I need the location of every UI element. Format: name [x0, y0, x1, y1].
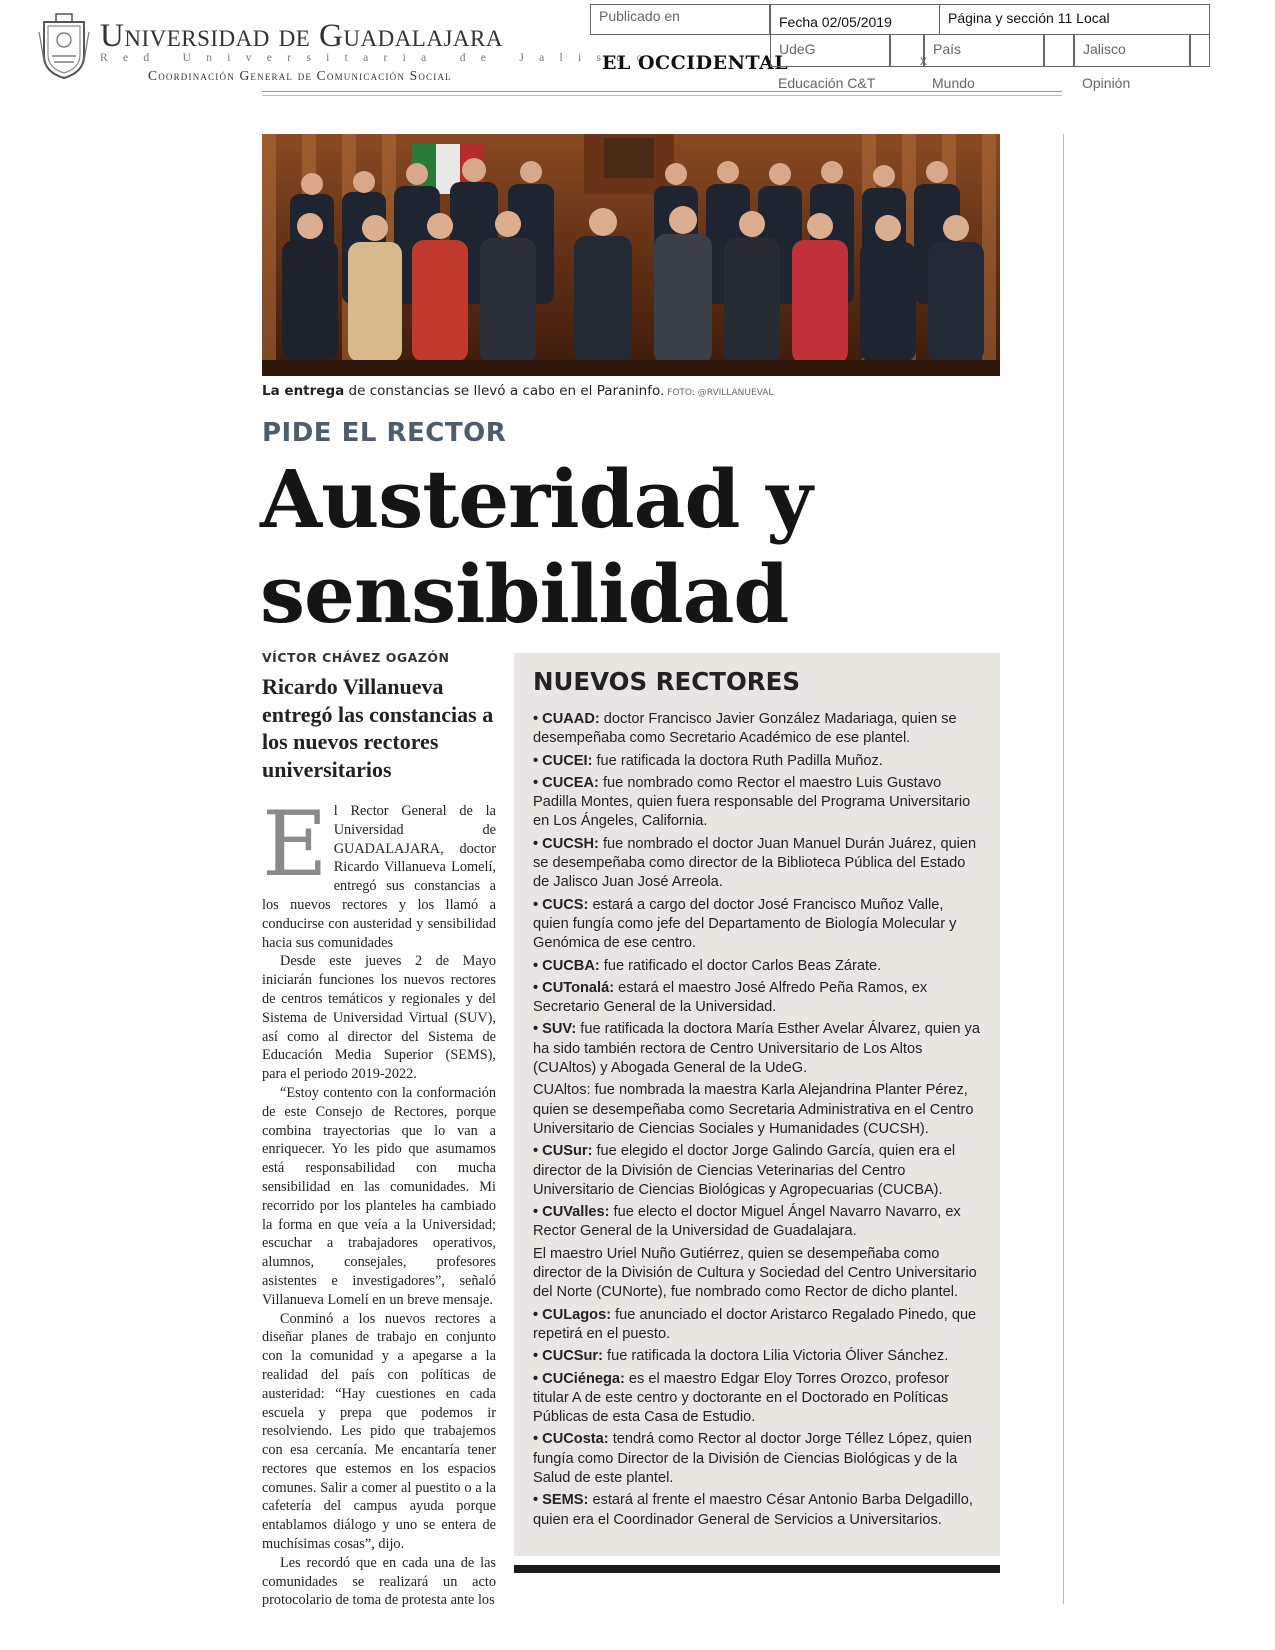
rector-center: • CUCEA: [533, 774, 599, 791]
newspaper-name: EL OCCIDENTAL [602, 52, 789, 74]
list-item [533, 774, 980, 832]
rector-text: fue anunciado el doctor Aristarco Regalado Pinedo, que repetirá en el puesto. [533, 1306, 977, 1342]
section-jalisco: Jalisco [1074, 35, 1190, 67]
rector-text: El maestro Uriel Nuño Gutiérrez, quien se desempeñaba como director de la División de Cultura y Sociedad del Centro Universitario del Norte (CUNorte), fue nombrado como Rector de dicho plantel. [533, 1245, 977, 1301]
group-photo [262, 134, 1000, 376]
rector-text: fue elegido el doctor Jorge Galindo García, quien era el director de la División de Ciencias Veterinarias del Centro Universitario de Ciencias Biológicas y Agropecuarias (CUCBA). [533, 1143, 956, 1198]
coordination-name: Coordinación General de Comunicación Social [148, 68, 452, 83]
article-kicker: PIDE EL RECTOR [262, 418, 507, 448]
rector-text: fue electo el doctor Miguel Ángel Navarro Navarro, ex Rector General de la Universidad de Guadalajara. [533, 1204, 961, 1240]
published-in-label: Publicado en [590, 4, 770, 35]
university-network: Red Universitaria de Jalisco [100, 52, 658, 64]
section-x-mark: x [920, 52, 927, 68]
rector-text: estará a cargo del doctor José Francisco Muñoz Valle, quien fungía como jefe del Departamento de Biología Molecular y Genómica de ese centro. [533, 896, 957, 952]
rector-center: • CULagos: [533, 1306, 612, 1323]
section-grid [770, 35, 1210, 67]
list-item [533, 1430, 980, 1488]
rector-text: CUAltos: fue nombrada la maestra Karla Alejandrina Planter Pérez, quien se desempeñaba como Secretaria Administrativa en el Centro Universitario de Ciencias Sociales y Humanidades (CUCSH). [533, 1082, 974, 1137]
photo-caption-text: de constancias se llevó a cabo en el Paraninfo. [344, 383, 665, 399]
article-paragraph [262, 792, 496, 952]
list-item [533, 1081, 980, 1139]
rector-center: • CUCSur: [533, 1348, 603, 1365]
list-item [533, 1347, 980, 1366]
sidebar-bottom-bar [514, 1565, 1000, 1573]
rector-center: • CUCEI: [533, 752, 593, 769]
header-divider [262, 91, 1062, 92]
rector-center: • CUTonalá: [533, 979, 615, 996]
rector-text: fue ratificada la doctora María Esther Avelar Álvarez, quien ya ha sido también rectora de Centro Universitario de Los Altos (CUAltos) y Abogada General de la UdeG. [533, 1021, 980, 1077]
article-deck: Ricardo Villanueva entregó las constancias a los nuevos rectores universitarios [262, 674, 494, 782]
article-body [262, 792, 496, 1610]
list-item [533, 1203, 980, 1242]
list-item [533, 1245, 980, 1303]
rector-text: fue nombrado como Rector el maestro Luis Gustavo Padilla Montes, quien fuera responsable del Programa Universitario en Los Ángeles, California. [533, 774, 971, 830]
rector-center: • CUSur: [533, 1143, 593, 1160]
section-jalisco-check [1190, 35, 1210, 67]
rector-center: • CUCosta: [533, 1431, 609, 1448]
rector-text: es el maestro Edgar Eloy Torres Orozco, profesor titular A de este centro y doctorante en el Doctorado en Políticas Públicas de esta Casa de Estudio. [533, 1370, 950, 1426]
photo-caption-bold: La entrega [262, 383, 345, 399]
paragraph-text: l Rector General de la Universidad de GUADALAJARA, doctor Ricardo Villanueva Lomelí, entregó sus constancias a los nuevos rectores y los llamó a conducirse con austeridad y sensibilidad hacia sus comunidades [262, 803, 496, 951]
list-item [533, 979, 980, 1018]
list-item [533, 1306, 980, 1345]
list-item [533, 710, 980, 749]
list-item [533, 752, 980, 771]
article-headline: Austeridad y sensibilidad [260, 452, 812, 641]
section-udeg: UdeG [770, 35, 890, 67]
list-item [533, 1491, 980, 1530]
section-mundo: Mundo [932, 75, 975, 91]
section-pais: País [924, 35, 1044, 67]
article-paragraph: Conminó a los nuevos rectores a diseñar planes de trabajo en conjunto con la comunidad y a apegarse a la realidad del país con políticas de austeridad: “Hay cuestiones en cada escuela y prepa que podemos ir resolviendo. Les pido que trabajemos con esa cercanía. Me encantaría tener rectores que estemos en los espacios comunes. Salir a comer al puestito o a la cafetería del campus ayuda porque entablamos diálogo y uno se entera de muchísimas cosas”, dijo. [262, 1310, 496, 1553]
university-seal-icon [38, 12, 90, 80]
article-paragraph: “Estoy contento con la conformación de este Consejo de Rectores, porque combina trayectorias que lo van a enriquecer. Yo les pido que asumamos está responsabilidad con mucha sensibilidad en las comunidades. Mi recorrido por los planteles ha cambiado la forma en que veía a la Universidad; escuchar a trabajadores operativos, alumnos, consejales, profesores asistentes e investigadores”, señaló Villanueva Lomelí en un breve mensaje. [262, 1084, 496, 1308]
rector-center: • CUCS: [533, 896, 589, 913]
rector-center: • CUValles: [533, 1204, 610, 1221]
rector-text: fue ratificado el doctor Carlos Beas Zárate. [599, 957, 882, 974]
list-item [533, 1370, 980, 1428]
rector-text: fue ratificada la doctora Ruth Padilla Muñoz. [592, 752, 883, 769]
publication-date: Fecha 02/05/2019 [770, 4, 940, 35]
photo-credit: FOTO: @RVILLANUEVAL [664, 388, 774, 398]
column-divider [1063, 134, 1064, 1604]
list-item [533, 1142, 980, 1200]
rector-text: fue ratificada la doctora Lilia Victoria Óliver Sánchez. [602, 1348, 949, 1365]
rector-text: fue nombrado el doctor Juan Manuel Durán Juárez, quien se desempeñaba como director de la Biblioteca Pública del Estado de Jalisco Juan José Arreola. [533, 835, 977, 891]
section-pais-check [1044, 35, 1074, 67]
sidebar-title: NUEVOS RECTORES [533, 667, 801, 696]
list-item [533, 1020, 980, 1078]
header-divider [262, 95, 1062, 96]
rector-center: • SUV: [533, 1021, 577, 1038]
section-educacion: Educación C&T [778, 75, 876, 91]
list-item [533, 957, 980, 976]
rector-center: • CUCSH: [533, 835, 599, 852]
list-item [533, 896, 980, 954]
rector-center: • CUCBA: [533, 957, 600, 974]
rector-text: estará al frente el maestro César Antonio Barba Delgadillo, quien era el Coordinador General de Servicios a Universitarios. [533, 1492, 973, 1528]
rector-center: • CUCiénega: [533, 1370, 625, 1387]
section-udeg-check [890, 35, 924, 67]
university-name: Universidad de Guadalajara [100, 18, 503, 54]
drop-cap: E [262, 792, 328, 897]
article-paragraph: Les recordó que en cada una de las comunidades se realizará un acto protocolario de toma de protesta ante los [262, 1554, 496, 1609]
list-item [533, 835, 980, 893]
rector-list [533, 710, 980, 1530]
rector-text: doctor Francisco Javier González Madariaga, quien se desempeñaba como Secretario Académico de ese plantel. [533, 711, 957, 747]
section-opinion: Opinión [1082, 75, 1131, 91]
article-byline: VÍCTOR CHÁVEZ OGAZÓN [262, 650, 450, 665]
rector-text: tendrá como Rector al doctor Jorge Téllez López, quien fungía como Director de la División de Ciencias Biológicas y de la Salud de este plantel. [533, 1431, 972, 1486]
rector-text: estará el maestro José Alfredo Peña Ramos, ex Secretario General de la Universidad. [533, 979, 928, 1016]
rector-center: • CUAAD: [533, 711, 600, 727]
rector-center: • SEMS: [533, 1492, 589, 1509]
photo-caption [262, 383, 773, 399]
page-section: Página y sección 11 Local [940, 4, 1210, 35]
article-paragraph: Desde este jueves 2 de Mayo iniciarán funciones los nuevos rectores de centros temáticos y regionales y del Sistema de Universidad Virtual (SUV), así como al director del Sistema de Educación Media Superior (SEMS), para el periodo 2019-2022. [262, 953, 496, 1083]
sidebar-box [514, 653, 1000, 1556]
